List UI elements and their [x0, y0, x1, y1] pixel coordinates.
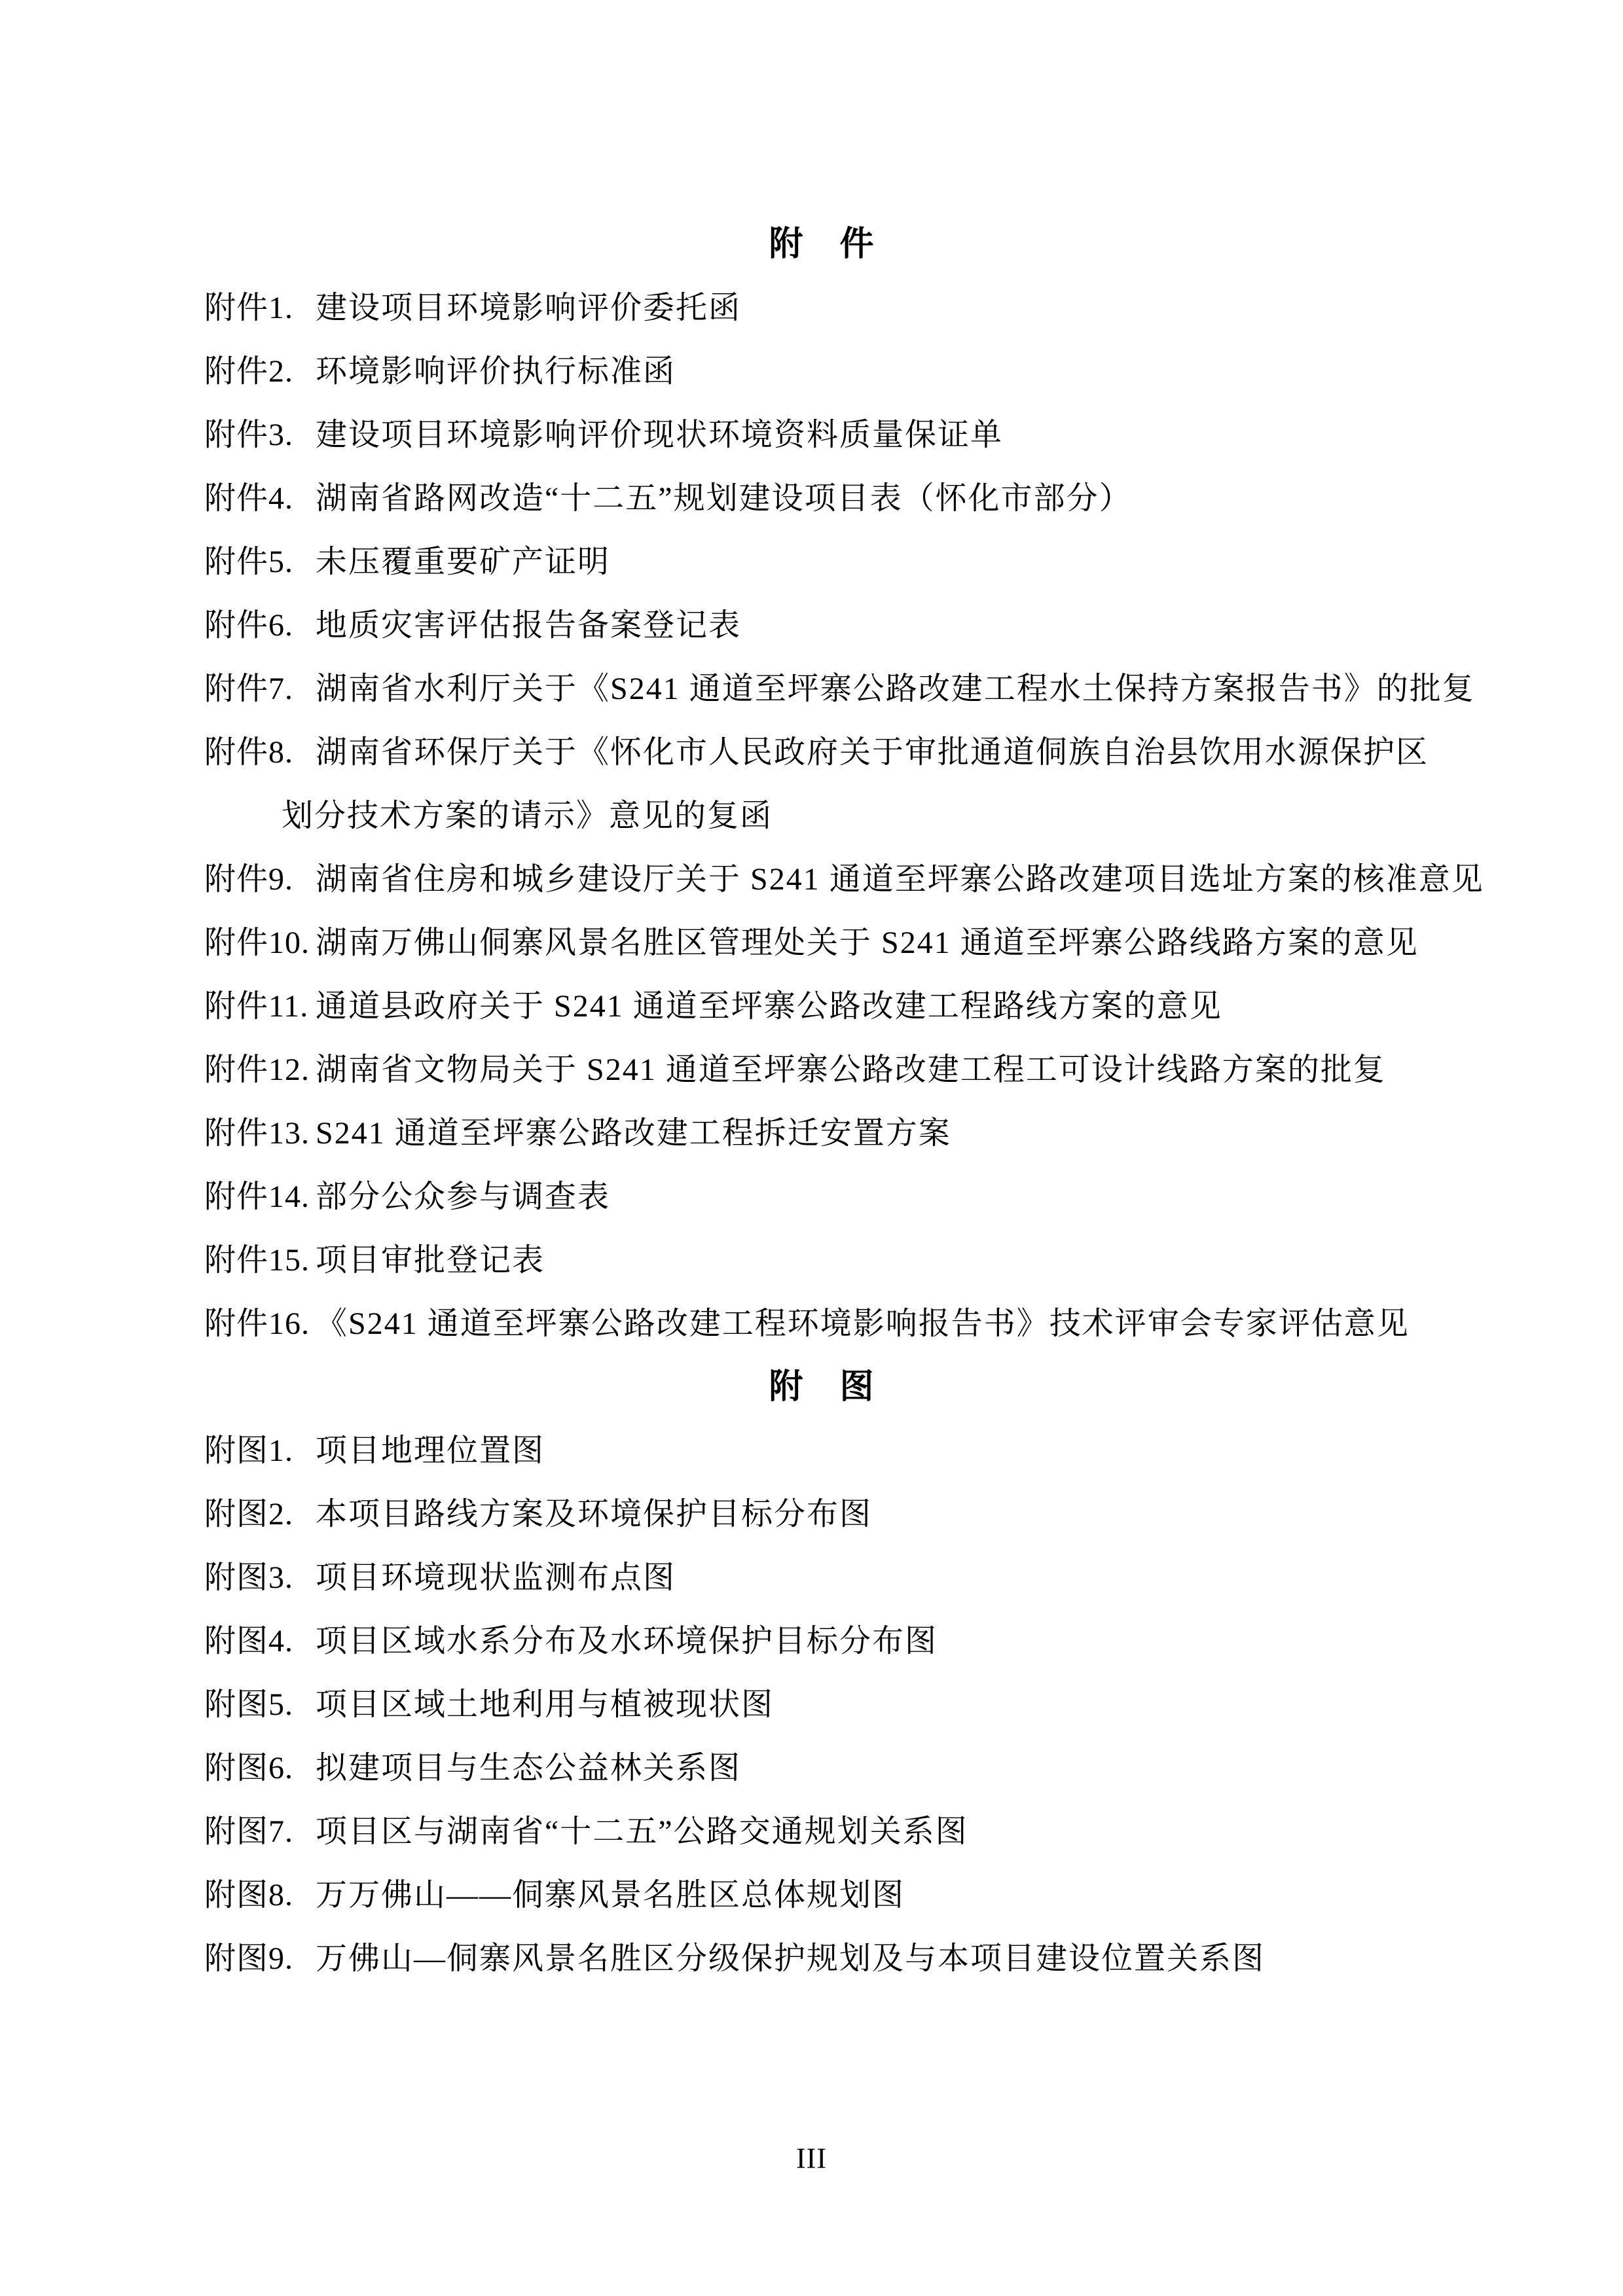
list-item — [204, 530, 1440, 594]
figures-section-title: 附 图 — [769, 1367, 875, 1407]
item-label: 附图7. — [204, 1814, 294, 1849]
item-text: 万佛山—侗寨风景名胜区分级保护规划及与本项目建设位置关系图 — [316, 1941, 1266, 1976]
item-text: 部分公众参与调查表 — [316, 1179, 611, 1214]
item-label: 附件9. — [204, 862, 294, 897]
document-content — [204, 213, 1484, 1990]
item-text: 地质灾害评估报告备案登记表 — [316, 608, 742, 643]
item-label: 附件10. — [204, 925, 310, 960]
item-label: 附图4. — [204, 1624, 294, 1659]
item-label: 附图6. — [204, 1751, 294, 1785]
attachments-list — [204, 276, 1484, 1355]
item-text: 项目区域水系分布及水环境保护目标分布图 — [316, 1624, 938, 1659]
list-item — [204, 1736, 1440, 1800]
item-text: 湖南省环保厅关于《怀化市人民政府关于审批通道侗族自治县饮用水源保护区 — [316, 735, 1429, 770]
list-item — [204, 1546, 1440, 1609]
item-label: 附图5. — [204, 1687, 294, 1722]
list-item — [204, 1927, 1440, 1990]
item-text: 项目地理位置图 — [316, 1433, 545, 1468]
item-text: 通道县政府关于 S241 通道至坪寨公路改建工程路线方案的意见 — [316, 989, 1222, 1024]
item-text: 未压覆重要矿产证明 — [316, 545, 611, 579]
item-label: 附件4. — [204, 481, 294, 516]
item-label: 附图2. — [204, 1497, 294, 1532]
item-label: 附图8. — [204, 1878, 294, 1912]
list-item — [204, 911, 1440, 975]
list-item — [204, 1609, 1440, 1673]
item-text: S241 通道至坪寨公路改建工程拆迁安置方案 — [316, 1116, 951, 1151]
list-item — [204, 975, 1440, 1038]
item-text: 项目环境现状监测布点图 — [316, 1560, 676, 1595]
item-text: 湖南省住房和城乡建设厅关于 S241 通道至坪寨公路改建项目选址方案的核准意见 — [316, 862, 1484, 897]
item-text: 湖南省路网改造“十二五”规划建设项目表（怀化市部分） — [316, 481, 1132, 516]
item-label: 附件6. — [204, 608, 294, 643]
item-label: 附图9. — [204, 1941, 294, 1976]
item-label: 附件11. — [204, 989, 309, 1024]
list-item — [204, 340, 1440, 403]
list-item — [204, 403, 1440, 467]
item-label: 附件14. — [204, 1179, 310, 1214]
list-item — [204, 467, 1440, 530]
item-text: 本项目路线方案及环境保护目标分布图 — [316, 1497, 873, 1532]
list-item — [204, 1673, 1440, 1736]
list-item — [204, 276, 1440, 340]
item-label: 附件12. — [204, 1052, 310, 1087]
list-item — [204, 1102, 1440, 1165]
list-item — [204, 1292, 1440, 1355]
item-label: 附件1. — [204, 291, 294, 325]
item-text: 项目区域土地利用与植被现状图 — [316, 1687, 775, 1722]
list-item — [204, 594, 1440, 657]
item-label: 附件3. — [204, 418, 294, 452]
item-label: 附件13. — [204, 1116, 310, 1151]
item-label: 附件8. — [204, 735, 294, 770]
attachments-section-title: 附 件 — [769, 224, 875, 264]
figures-list — [204, 1419, 1440, 1990]
item-text: 湖南省文物局关于 S241 通道至坪寨公路改建工程工可设计线路方案的批复 — [316, 1052, 1386, 1087]
item-text: 环境影响评价执行标准函 — [316, 354, 676, 389]
item-text: 建设项目环境影响评价现状环境资料质量保证单 — [316, 418, 1004, 452]
item-label: 附图3. — [204, 1560, 294, 1595]
item-text: 《S241 通道至坪寨公路改建工程环境影响报告书》技术评审会专家评估意见 — [316, 1306, 1410, 1341]
list-item — [204, 848, 1484, 911]
list-item — [204, 1419, 1440, 1482]
item-label: 附图1. — [204, 1433, 294, 1468]
item-continuation: 划分技术方案的请示》意见的复函 — [282, 798, 773, 833]
item-label: 附件15. — [204, 1243, 310, 1278]
list-item — [204, 657, 1475, 721]
item-text: 湖南省水利厅关于《S241 通道至坪寨公路改建工程水土保持方案报告书》的批复 — [316, 672, 1475, 706]
item-text: 湖南万佛山侗寨风景名胜区管理处关于 S241 通道至坪寨公路线路方案的意见 — [316, 925, 1419, 960]
list-item — [204, 721, 1440, 784]
list-item — [204, 1229, 1440, 1292]
item-label: 附件5. — [204, 545, 294, 579]
list-item — [204, 1800, 1440, 1863]
item-text: 项目区与湖南省“十二五”公路交通规划关系图 — [316, 1814, 968, 1849]
item-text: 项目审批登记表 — [316, 1243, 545, 1278]
item-text: 万万佛山——侗寨风景名胜区总体规划图 — [316, 1878, 905, 1912]
item-label: 附件2. — [204, 354, 294, 389]
item-label: 附件7. — [204, 672, 294, 706]
list-item — [204, 1863, 1440, 1927]
item-label: 附件16. — [204, 1306, 310, 1341]
list-item — [204, 1038, 1440, 1102]
list-item — [204, 1482, 1440, 1546]
item-text: 拟建项目与生态公益林关系图 — [316, 1751, 742, 1785]
list-item — [204, 1165, 1440, 1229]
page-number: III — [796, 2142, 827, 2174]
item-text: 建设项目环境影响评价委托函 — [316, 291, 742, 325]
